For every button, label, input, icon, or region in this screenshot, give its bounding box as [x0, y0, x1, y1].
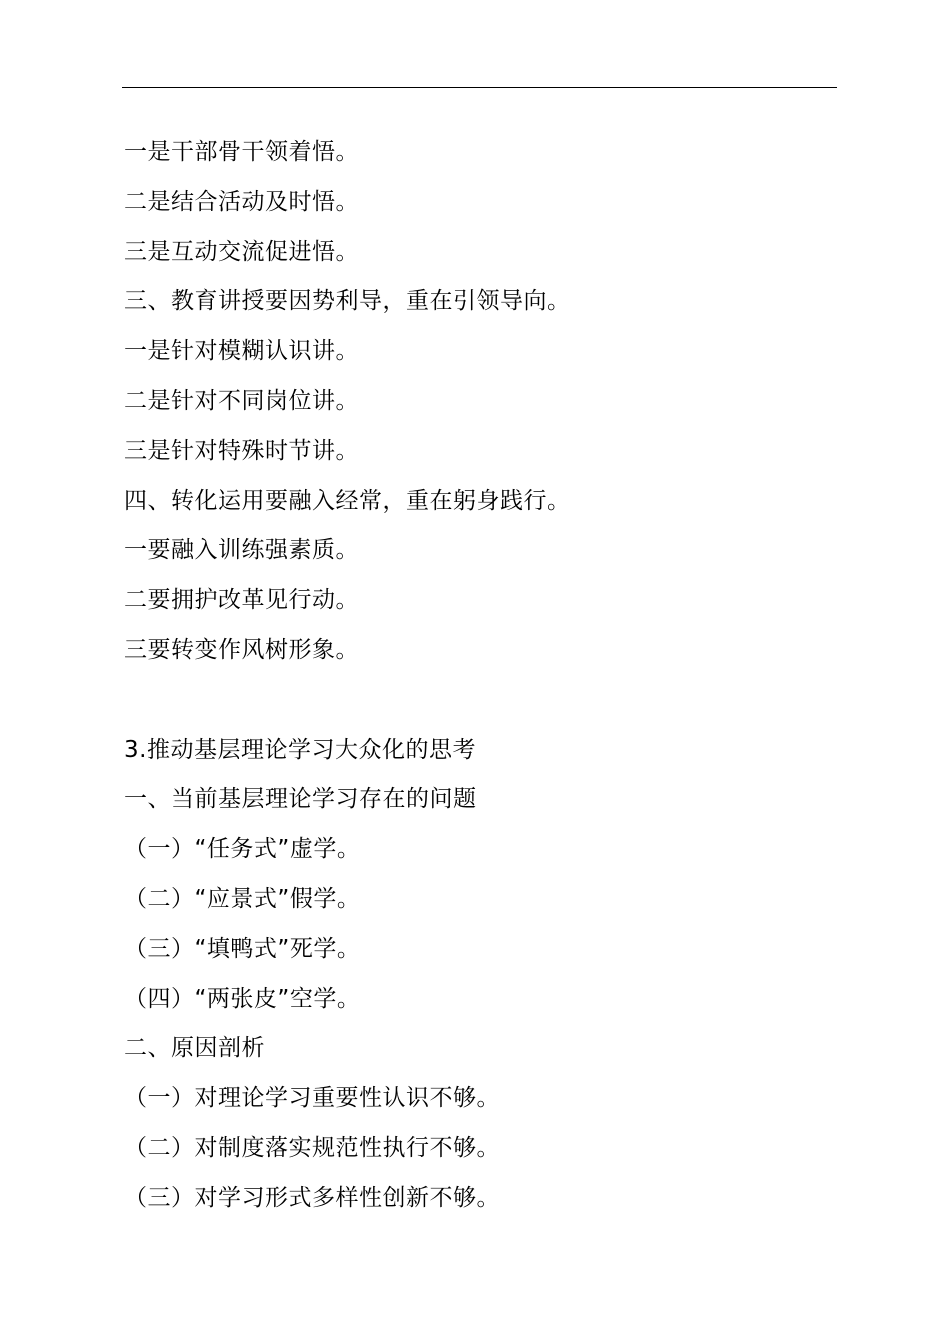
- blank-line: [124, 676, 824, 726]
- text-line: （四）“两张皮”空学。: [124, 985, 361, 1012]
- text-line: （一）“任务式”虚学。: [124, 836, 361, 863]
- text-line: 一是干部骨干领着悟。: [124, 139, 359, 165]
- section-heading: 一、当前基层理论学习存在的问题: [124, 786, 477, 813]
- text-line: （三）对学习形式多样性创新不够。: [124, 1184, 500, 1211]
- text-line: 二要拥护改革见行动。: [124, 587, 359, 614]
- section-heading: 二、原因剖析: [124, 1035, 265, 1062]
- text-line: 一是针对模糊认识讲。: [124, 338, 359, 365]
- document-body: [124, 128, 824, 1224]
- text-line: 三是互动交流促进悟。: [124, 238, 359, 265]
- section-heading: 四、转化运用要融入经常，重在躬身践行。: [124, 487, 571, 514]
- section-heading: 三、教育讲授要因势利导，重在引领导向。: [124, 288, 571, 315]
- text-line: 二是结合活动及时悟。: [124, 188, 359, 215]
- text-line: 一要融入训练强素质。: [124, 537, 359, 564]
- text-line: （二）对制度落实规范性执行不够。: [124, 1134, 500, 1161]
- text-line: （一）对理论学习重要性认识不够。: [124, 1085, 500, 1112]
- text-line: 二是针对不同岗位讲。: [124, 387, 359, 414]
- text-line: （二）“应景式”假学。: [124, 885, 361, 912]
- text-line: 三要转变作风树形象。: [124, 636, 359, 663]
- text-line: 三是针对特殊时节讲。: [124, 437, 359, 464]
- text-line: （三）“填鸭式”死学。: [124, 935, 361, 962]
- header-rule: [122, 87, 837, 88]
- article-title: 3.推动基层理论学习大众化的思考: [124, 736, 476, 763]
